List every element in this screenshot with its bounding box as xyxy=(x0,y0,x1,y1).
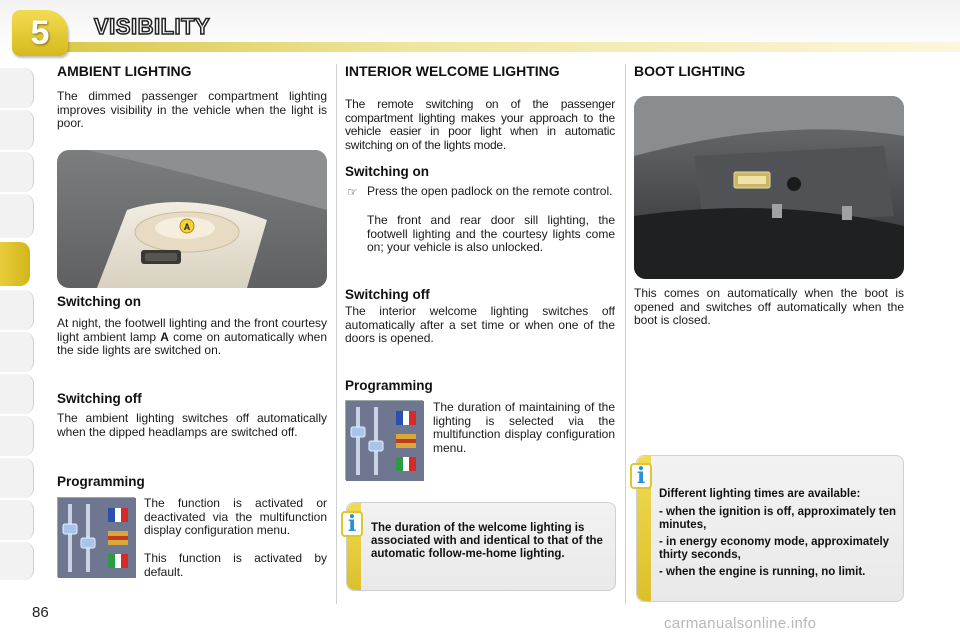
welcome-programming-title: Programming xyxy=(345,378,433,393)
pointing-hand-icon: ☞ xyxy=(347,185,358,199)
edge-tab xyxy=(0,194,34,238)
boot-info-item: - in energy economy mode, approximately thirty seconds, xyxy=(659,536,890,561)
ambient-intro: The dimmed passenger compartment lighting improves visibility in the vehicle when the light is poor. xyxy=(57,89,327,130)
edge-tab xyxy=(0,500,34,540)
welcome-switching-on-bullet: Press the open padlock on the remote control. xyxy=(367,184,613,198)
welcome-switching-on-text: The front and rear door sill lighting, the footwell lighting and the courtesy lights come on; your vehicle is also unlocked. xyxy=(367,213,615,254)
ambient-switching-on-text-part2: come on automatically when the side lights are switched on. xyxy=(57,329,327,357)
chapter-title: VISIBILITY xyxy=(94,14,211,39)
edge-tab xyxy=(0,68,34,108)
info-glyph: i xyxy=(636,463,646,489)
welcome-info-box xyxy=(346,502,616,591)
edge-tab xyxy=(0,152,34,192)
edge-tab xyxy=(0,332,34,372)
ambient-switching-off-title: Switching off xyxy=(57,391,142,406)
info-glyph: i xyxy=(347,511,357,537)
edge-tab xyxy=(0,110,34,150)
ambient-lamp-photo xyxy=(57,150,327,288)
edge-tab-active xyxy=(0,242,30,286)
welcome-info-text: The duration of the welcome lighting is associated with and identical to that of the automatic follow-me-home lighting. xyxy=(371,522,603,560)
edge-tab xyxy=(0,290,34,330)
edge-tab xyxy=(0,416,34,456)
multifunction-display-icon xyxy=(57,497,135,577)
boot-info-item: - when the ignition is off, approximately ten minutes, xyxy=(659,506,897,531)
info-icon xyxy=(630,463,652,489)
welcome-title: INTERIOR WELCOME LIGHTING xyxy=(345,63,560,79)
column-divider xyxy=(625,64,626,604)
boot-text: This comes on automatically when the boot is opened and switches off automatically when the boot is closed. xyxy=(634,286,904,327)
welcome-intro: The remote switching on of the passenger compartment lighting makes your approach to the vehicle easier in poor light when in automatic switching on of the lights mode. xyxy=(345,97,615,152)
welcome-switching-off-title: Switching off xyxy=(345,287,430,302)
page-number: 86 xyxy=(32,604,49,621)
ambient-switching-on-text-part1: At night, the footwell lighting and the front courtesy light ambient lamp xyxy=(57,316,327,344)
boot-info-box xyxy=(636,455,904,602)
ambient-programming-text: The function is activated or deactivated via the multifunction display configuration menu. xyxy=(144,496,327,537)
ambient-switching-on-text xyxy=(57,317,327,358)
edge-tab xyxy=(0,374,34,414)
ambient-switching-on-title: Switching on xyxy=(57,294,141,309)
ambient-title: AMBIENT LIGHTING xyxy=(57,63,192,79)
ambient-programming-title: Programming xyxy=(57,474,145,489)
boot-info-title: Different lighting times are available: xyxy=(659,488,861,500)
watermark: carmanualsonline.info xyxy=(664,615,817,632)
info-icon xyxy=(341,511,363,537)
boot-title: BOOT LIGHTING xyxy=(634,63,746,79)
edge-tab xyxy=(0,458,34,498)
edge-tab xyxy=(0,542,34,580)
ambient-lamp-label: A xyxy=(160,329,169,344)
welcome-programming-text: The duration of maintaining of the lighting is selected via the multifunction display configuration menu. xyxy=(433,400,615,455)
boot-lamp-photo xyxy=(634,96,904,279)
chapter-number: 5 xyxy=(30,13,50,52)
header-rule xyxy=(58,42,960,52)
photo-marker-a: A xyxy=(183,222,191,232)
multifunction-display-icon xyxy=(345,400,423,480)
ambient-programming-default: This function is activated by default. xyxy=(144,551,327,579)
ambient-switching-off-text: The ambient lighting switches off automatically when the dipped headlamps are switched off. xyxy=(57,411,327,439)
boot-info-item: - when the engine is running, no limit. xyxy=(659,566,866,578)
welcome-switching-on-title: Switching on xyxy=(345,164,429,179)
column-divider xyxy=(336,64,337,604)
chapter-tab xyxy=(12,10,68,56)
welcome-switching-off-text: The interior welcome lighting switches off automatically after a set time or when one of the doors is opened. xyxy=(345,304,615,345)
